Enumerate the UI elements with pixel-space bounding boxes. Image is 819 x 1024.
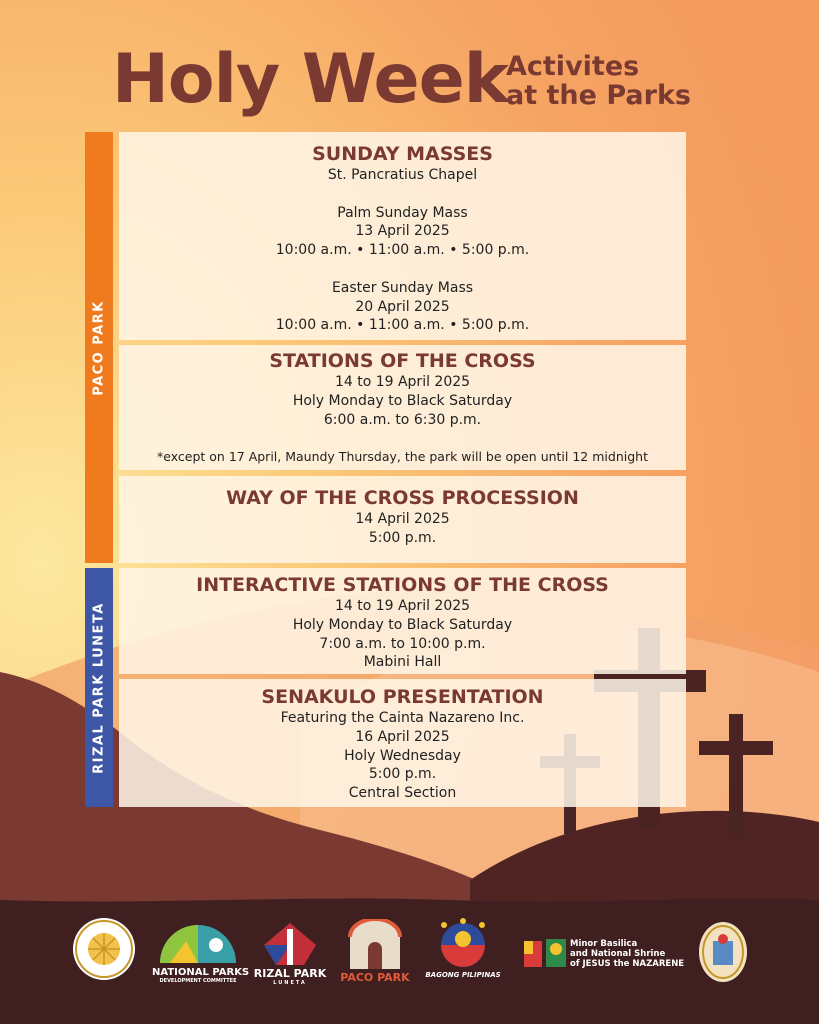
way-of-the-cross-card xyxy=(119,476,686,563)
event-date: 16 April 2025 xyxy=(355,728,450,745)
event-note: *except on 17 April, Maundy Thursday, the park will be open until 12 midnight xyxy=(157,449,648,465)
paco-park-section-label: PACO PARK xyxy=(85,132,113,563)
dot-seal-logo xyxy=(72,917,136,981)
event-date: 14 to 19 April 2025 xyxy=(334,598,471,614)
event-times: 10:00 a.m. • 11:00 a.m. • 5:00 p.m. xyxy=(275,317,530,334)
bagong-pilipinas-logo xyxy=(434,917,492,969)
event-title: INTERACTIVE STATIONS OF THE CROSS xyxy=(196,574,609,596)
rizal-park-logo xyxy=(262,921,318,967)
event-time: 6:00 a.m. to 6:30 p.m. xyxy=(323,411,482,428)
interactive-stations-card xyxy=(119,568,686,674)
event-days: Holy Monday to Black Saturday xyxy=(292,392,513,409)
event-title: STATIONS OF THE CROSS xyxy=(269,350,536,372)
stations-of-the-cross-card xyxy=(119,345,686,470)
national-parks-label: NATIONAL PARKS DEVELOPMENT COMMITTEE xyxy=(152,967,250,984)
bagong-pilipinas-label: BAGONG PILIPINAS xyxy=(425,971,501,979)
event-date: 14 April 2025 xyxy=(355,511,450,527)
event-venue: Central Section xyxy=(348,785,457,802)
event-venue: Mabini Hall xyxy=(363,654,442,671)
senakulo-card xyxy=(119,679,686,807)
event-time: 7:00 a.m. to 10:00 p.m. xyxy=(319,635,486,652)
event-name: Easter Sunday Mass xyxy=(331,279,474,296)
subtitle-line-2: at the Parks xyxy=(506,80,691,111)
page-title: Holy Week xyxy=(112,40,508,119)
shrine-seal-logo xyxy=(698,921,748,983)
event-title: SENAKULO PRESENTATION xyxy=(261,686,544,708)
event-date: 13 April 2025 xyxy=(355,223,450,240)
event-time: 5:00 p.m. xyxy=(368,766,437,783)
rizal-park-label: RIZAL PARK LUNETA xyxy=(253,967,327,986)
event-featuring: Featuring the Cainta Nazareno Inc. xyxy=(280,710,525,726)
event-days: Holy Monday to Black Saturday xyxy=(292,616,513,633)
paco-park-logo xyxy=(346,919,404,969)
event-times: 10:00 a.m. • 11:00 a.m. • 5:00 p.m. xyxy=(275,242,530,259)
event-date: 14 to 19 April 2025 xyxy=(334,374,471,390)
event-title: WAY OF THE CROSS PROCESSION xyxy=(226,487,579,509)
event-time: 5:00 p.m. xyxy=(368,529,437,546)
event-name: Palm Sunday Mass xyxy=(337,204,468,221)
event-date: 20 April 2025 xyxy=(355,298,450,315)
rizal-park-section-label: RIZAL PARK LUNETA xyxy=(85,568,113,807)
page-subtitle xyxy=(506,52,691,110)
partner-logos xyxy=(0,905,819,1000)
paco-park-label: PACO PARK xyxy=(340,971,410,984)
basilica-logo xyxy=(522,931,568,969)
event-venue: St. Pancratius Chapel xyxy=(327,167,478,183)
event-day: Holy Wednesday xyxy=(344,747,461,764)
basilica-label: Minor Basilica and National Shrine of JESUS the NAZARENE xyxy=(570,939,685,969)
event-title: SUNDAY MASSES xyxy=(312,143,493,165)
sunday-masses-card xyxy=(119,132,686,340)
subtitle-line-1: Activites xyxy=(506,51,640,82)
national-parks-logo xyxy=(158,923,238,965)
